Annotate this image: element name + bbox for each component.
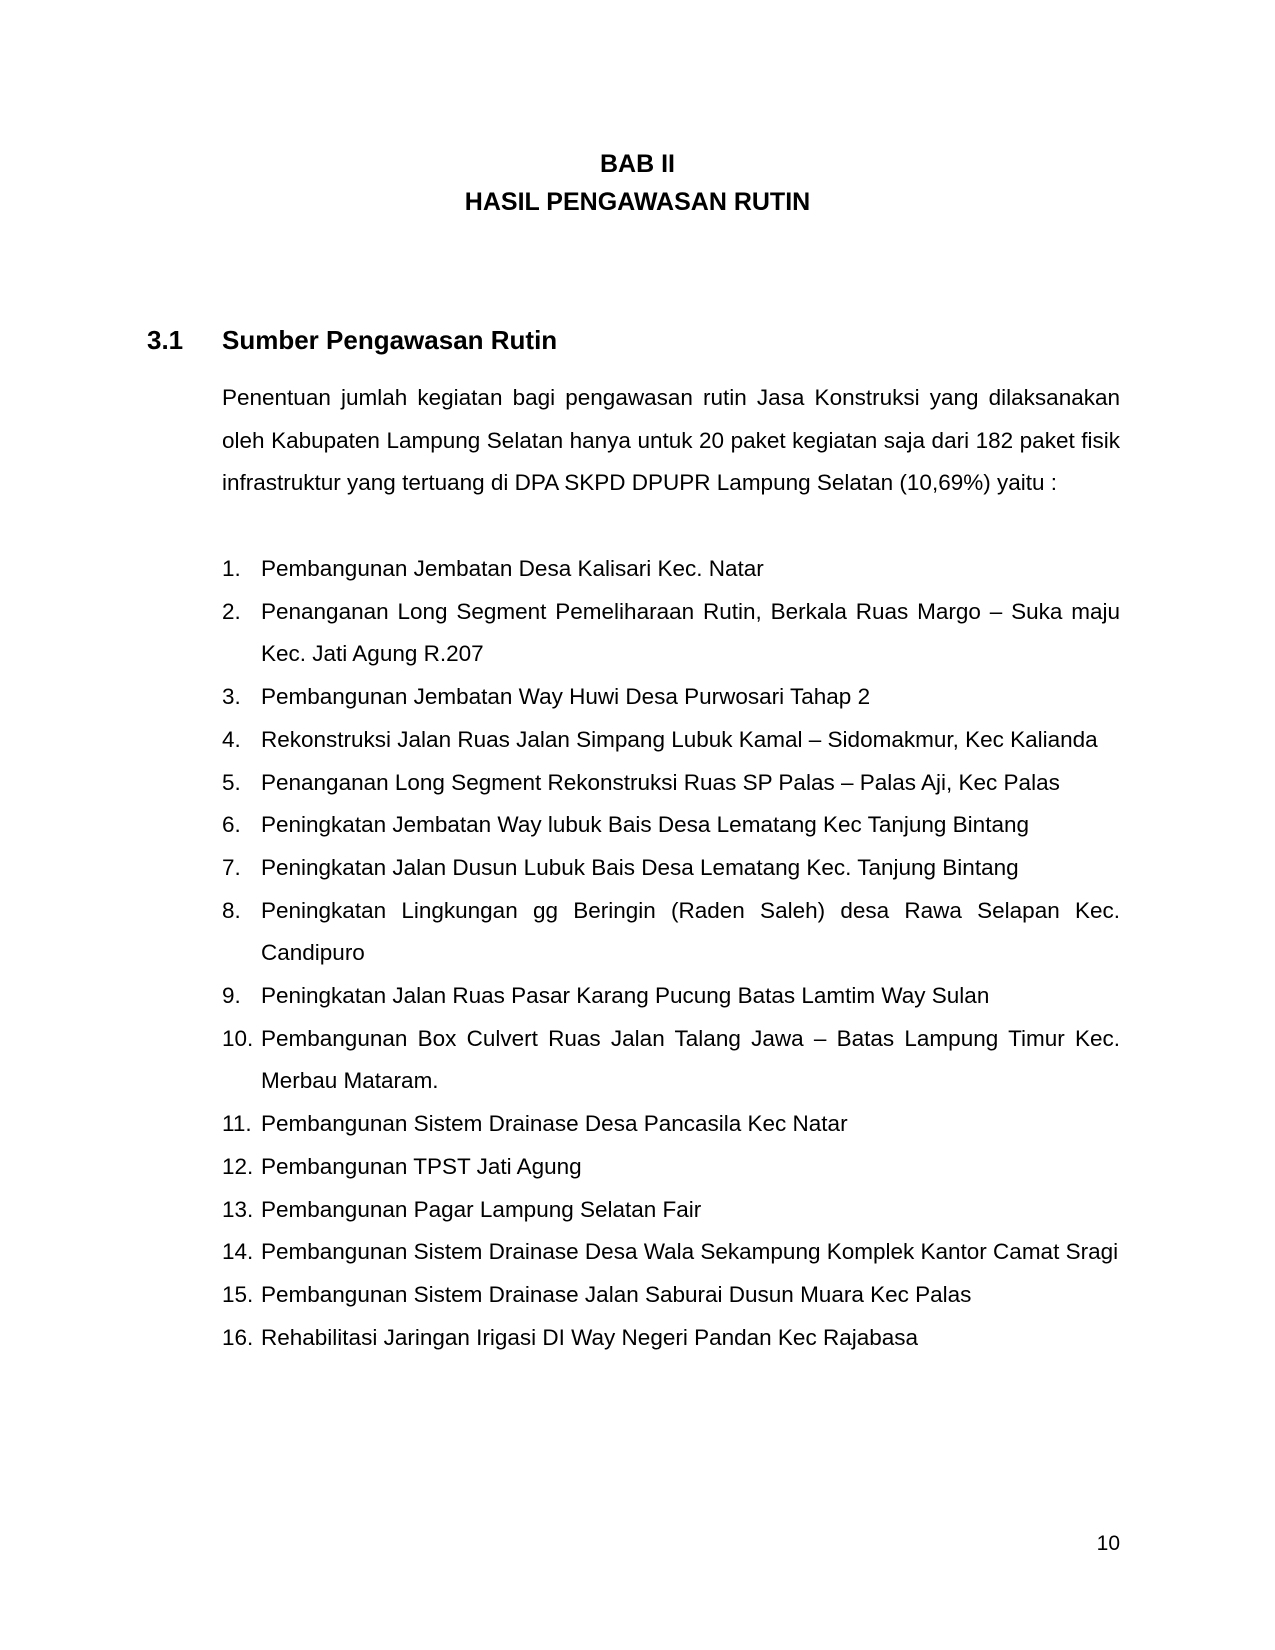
- list-item-text: Peningkatan Jalan Ruas Pasar Karang Pucung Batas Lamtim Way Sulan: [261, 983, 990, 1009]
- list-item-number: 6.: [222, 812, 241, 838]
- list-item-text: Pembangunan Jembatan Way Huwi Desa Purwosari Tahap 2: [261, 684, 871, 710]
- list-item-number: 8.: [222, 897, 241, 923]
- chapter-title: HASIL PENGAWASAN RUTIN: [464, 188, 811, 216]
- list-item: [222, 890, 1120, 975]
- list-item: [222, 804, 1120, 847]
- list-item-text: Peningkatan Lingkungan gg Beringin (Raden Saleh) desa Rawa Selapan Kec. Candipuro: [261, 897, 1120, 966]
- list-item: [222, 1189, 1120, 1232]
- list-item: [222, 719, 1120, 762]
- list-item-text: Pembangunan Box Culvert Ruas Jalan Talang Jawa – Batas Lampung Timur Kec. Merbau Mataram.: [261, 1025, 1120, 1094]
- list-item-number: 10.: [222, 1025, 254, 1051]
- page-number: 10: [1096, 1532, 1120, 1555]
- list-item-number: 13.: [222, 1196, 254, 1222]
- list-item: [222, 1317, 1120, 1360]
- section-number: 3.1: [147, 325, 184, 355]
- list-item-number: 12.: [222, 1153, 254, 1179]
- list-item-number: 4.: [222, 726, 241, 752]
- list-item-text: Rekonstruksi Jalan Ruas Jalan Simpang Lubuk Kamal – Sidomakmur, Kec Kalianda: [261, 726, 1098, 752]
- section-title: Sumber Pengawasan Rutin: [222, 325, 558, 355]
- list-item-text: Rehabilitasi Jaringan Irigasi DI Way Negeri Pandan Kec Rajabasa: [261, 1324, 919, 1350]
- list-item-text: Peningkatan Jalan Dusun Lubuk Bais Desa Lematang Kec. Tanjung Bintang: [261, 854, 1019, 880]
- list-item-text: Penanganan Long Segment Pemeliharaan Rutin, Berkala Ruas Margo – Suka maju Kec. Jati Agung R.207: [261, 598, 1120, 667]
- list-item: [222, 1103, 1120, 1146]
- list-item-number: 7.: [222, 854, 241, 880]
- list-item: [222, 591, 1120, 676]
- list-item: [222, 1146, 1120, 1189]
- list-item-number: 5.: [222, 769, 241, 795]
- list-item-number: 14.: [222, 1239, 254, 1265]
- list-item: [222, 1274, 1120, 1317]
- list-item-number: 9.: [222, 983, 241, 1009]
- list-item-text: Penanganan Long Segment Rekonstruksi Ruas SP Palas – Palas Aji, Kec Palas: [261, 769, 1060, 795]
- list-item-number: 16.: [222, 1324, 254, 1350]
- list-item-number: 2.: [222, 598, 241, 624]
- list-item-text: Pembangunan Pagar Lampung Selatan Fair: [261, 1196, 702, 1222]
- chapter-number: BAB II: [600, 150, 675, 178]
- list-item-text: Pembangunan Jembatan Desa Kalisari Kec. Natar: [261, 556, 764, 581]
- list-item-number: 11.: [222, 1111, 252, 1137]
- list-item: [222, 847, 1120, 890]
- list-item-number: 3.: [222, 684, 241, 710]
- intro-paragraph: Penentuan jumlah kegiatan bagi pengawasan rutin Jasa Konstruksi yang dilaksanakan oleh Kabupaten Lampung Selatan hanya untuk 20 paket kegiatan saja dari 182 paket fisik infrastruktur yang tertuang di DPA SKPD DPUPR Lampung Selatan (10,69%) yaitu :: [222, 385, 1120, 496]
- list-item: [222, 548, 1120, 591]
- list-item: [222, 1231, 1120, 1274]
- list-item: [222, 676, 1120, 719]
- list-item-text: Pembangunan Sistem Drainase Desa Pancasila Kec Natar: [261, 1111, 848, 1137]
- list-item: [222, 975, 1120, 1018]
- list-item-text: Pembangunan TPST Jati Agung: [261, 1153, 582, 1179]
- list-item: [222, 762, 1120, 805]
- activity-list: [222, 548, 1120, 1359]
- list-item-number: 15.: [222, 1281, 254, 1307]
- list-item-number: 1.: [222, 556, 241, 581]
- list-item-text: Peningkatan Jembatan Way lubuk Bais Desa Lematang Kec Tanjung Bintang: [261, 812, 1029, 838]
- list-item-text: Pembangunan Sistem Drainase Desa Wala Sekampung Komplek Kantor Camat Sragi: [261, 1239, 1119, 1265]
- list-item-text: Pembangunan Sistem Drainase Jalan Saburai Dusun Muara Kec Palas: [261, 1281, 972, 1307]
- list-item: [222, 1018, 1120, 1103]
